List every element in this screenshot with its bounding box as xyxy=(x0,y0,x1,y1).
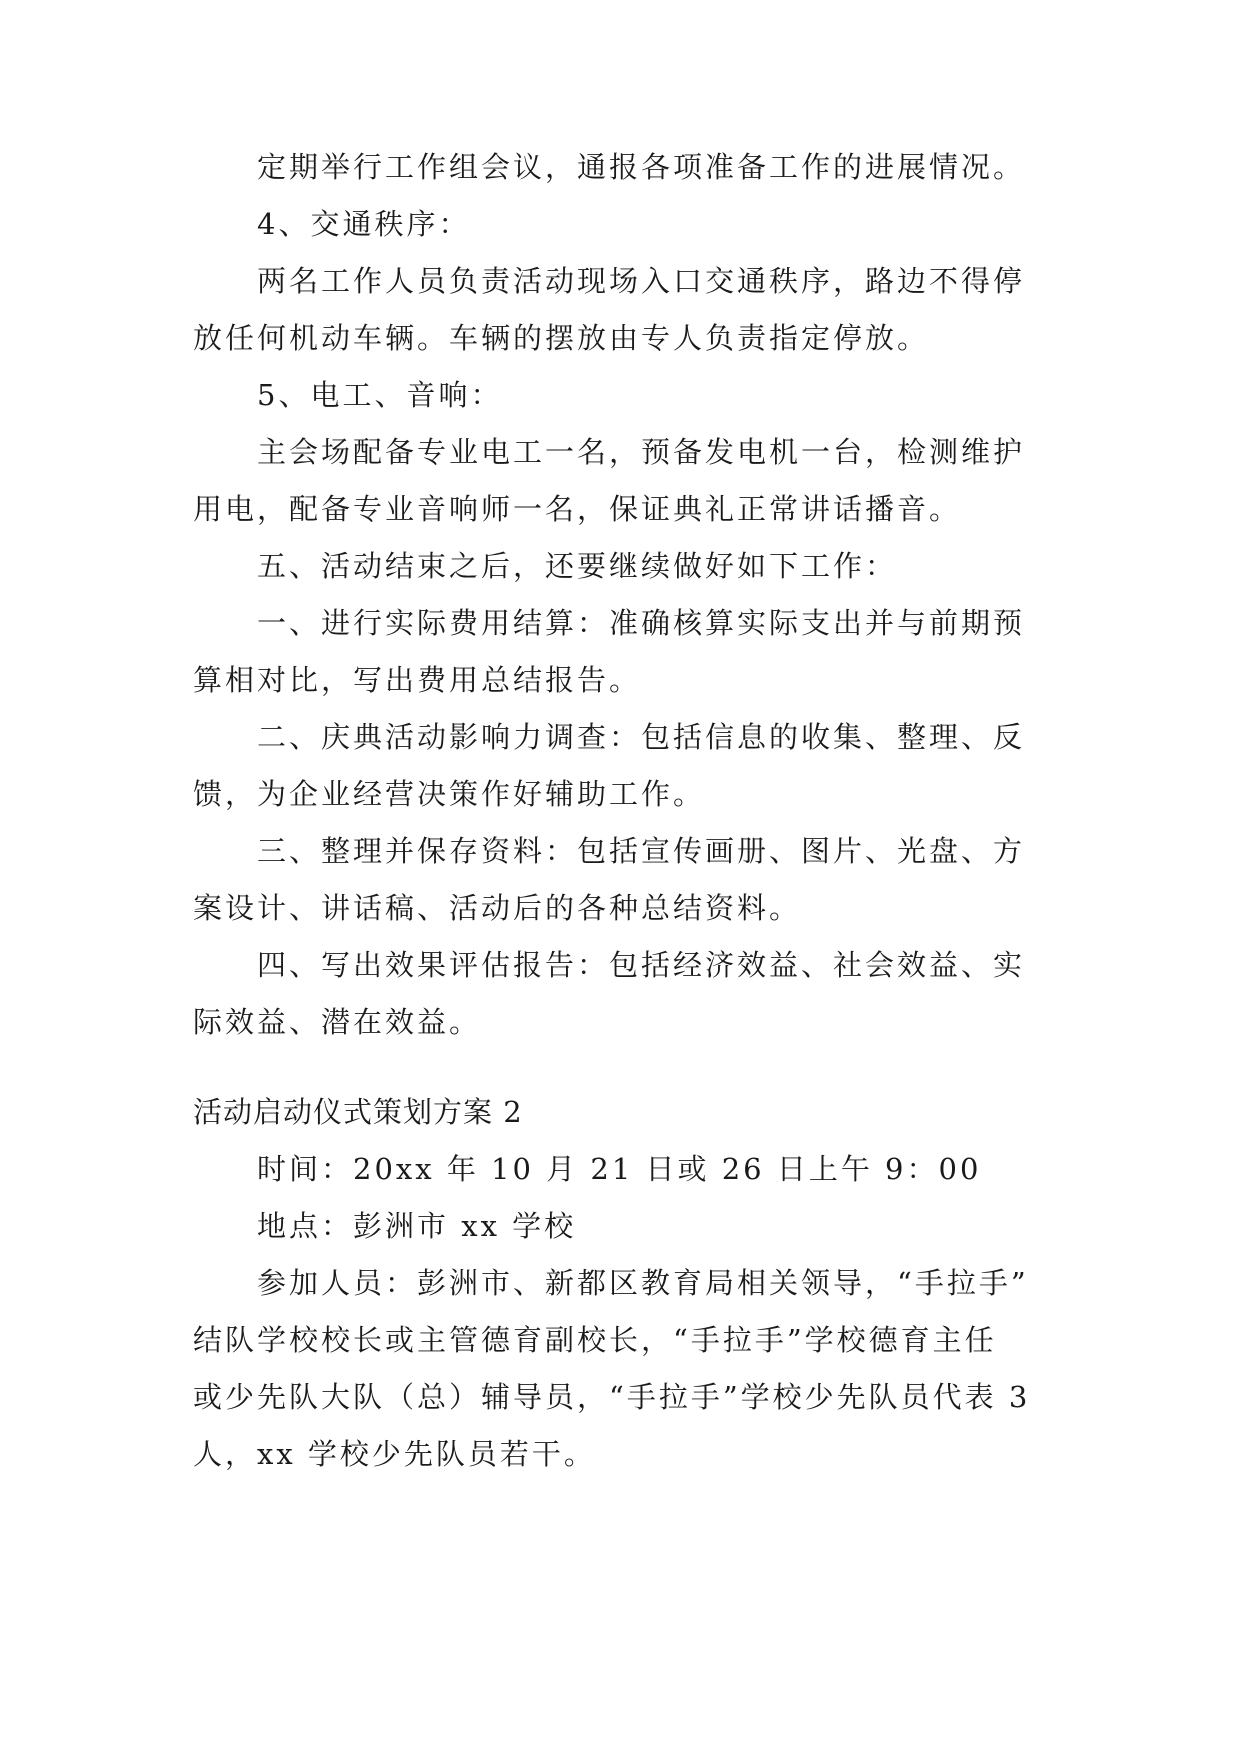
subheading-electric-audio: 5、电工、音响： xyxy=(257,378,503,412)
subheading-traffic-order: 4、交通秩序： xyxy=(257,207,471,241)
paragraph-line: 一、进行实际费用结算：准确核算实际支出并与前期预 xyxy=(257,606,1026,640)
paragraph-line: 用电，配备专业音响师一名，保证典礼正常讲话播音。 xyxy=(193,492,962,526)
section-1-body xyxy=(193,139,1063,1051)
paragraph-line: 放任何机动车辆。车辆的摆放由专人负责指定停放。 xyxy=(193,321,930,355)
section-title: 活动启动仪式策划方案 2 xyxy=(193,1095,523,1129)
section-2-body xyxy=(193,1084,1063,1483)
paragraph-line: 人，xx 学校少先队员若干。 xyxy=(193,1437,596,1471)
subheading-after-event: 五、活动结束之后，还要继续做好如下工作： xyxy=(257,549,898,583)
paragraph-line: 两名工作人员负责活动现场入口交通秩序，路边不得停 xyxy=(257,264,1026,298)
paragraph-line: 结队学校校长或主管德育副校长，“手拉手”学校德育主任 xyxy=(193,1323,997,1357)
paragraph-line: 算相对比，写出费用总结报告。 xyxy=(193,663,642,697)
paragraph-line: 四、写出效果评估报告：包括经济效益、社会效益、实 xyxy=(257,948,1026,982)
paragraph-line: 三、整理并保存资料：包括宣传画册、图片、光盘、方 xyxy=(257,834,1026,868)
paragraph-line: 参加人员：彭洲市、新都区教育局相关领导，“手拉手” xyxy=(257,1266,1029,1300)
paragraph-line: 定期举行工作组会议，通报各项准备工作的进展情况。 xyxy=(257,150,1026,184)
event-time: 时间：20xx 年 10 月 21 日或 26 日上午 9：00 xyxy=(257,1152,982,1186)
event-location: 地点：彭洲市 xx 学校 xyxy=(257,1209,577,1243)
paragraph-line: 际效益、潜在效益。 xyxy=(193,1005,482,1039)
paragraph-line: 主会场配备专业电工一名，预备发电机一台，检测维护 xyxy=(257,435,1026,469)
paragraph-line: 二、庆典活动影响力调查：包括信息的收集、整理、反 xyxy=(257,720,1026,754)
paragraph-line: 或少先队大队（总）辅导员，“手拉手”学校少先队员代表 3 xyxy=(193,1380,1031,1414)
paragraph-line: 案设计、讲话稿、活动后的各种总结资料。 xyxy=(193,891,802,925)
paragraph-line: 馈，为企业经营决策作好辅助工作。 xyxy=(193,777,706,811)
